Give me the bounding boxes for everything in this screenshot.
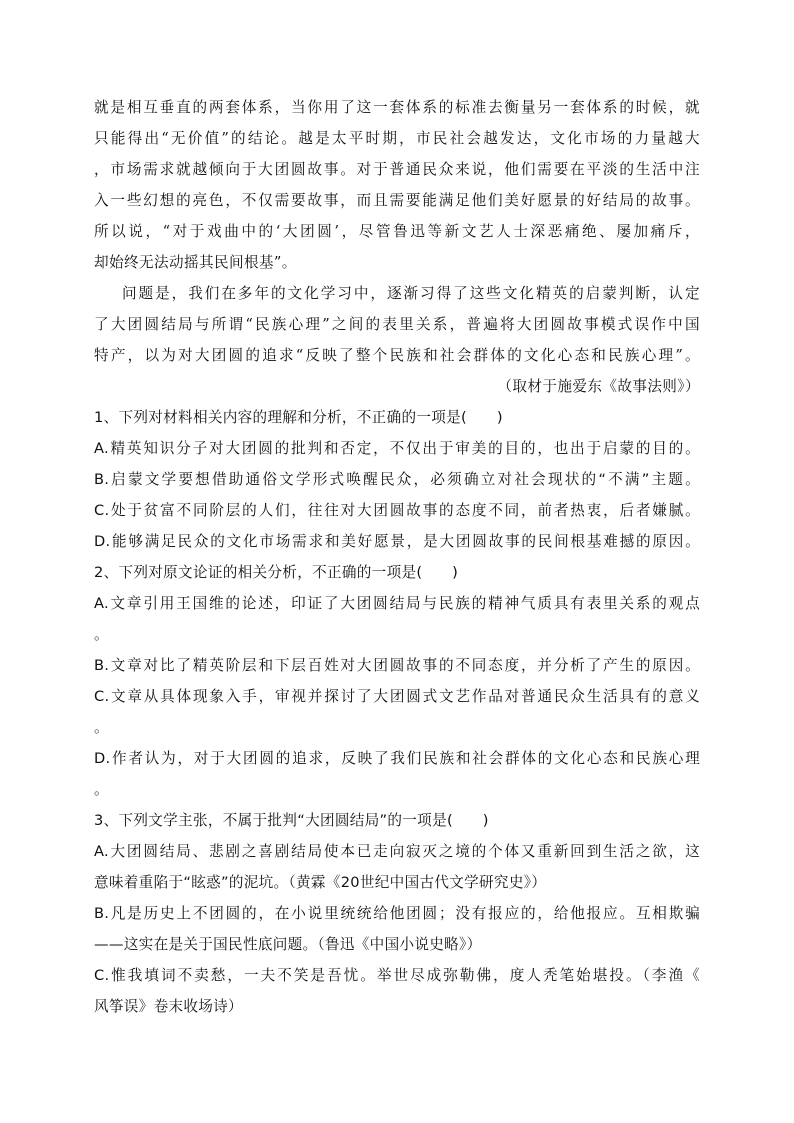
question-3-stem: 3、下列文学主张，不属于批判“大团圆结局”的一项是( ): [94, 812, 489, 829]
question-3-option-b-continued: ——这实在是关于国民性底问题。（鲁迅《中国小说史略》）: [94, 936, 482, 953]
passage-line: 就是相互垂直的两套体系，当你用了这一套体系的标准去衡量另一套体系的时候，就: [94, 99, 700, 116]
question-2-option-a-continued: 。: [94, 626, 109, 643]
passage-line: 只能得出“无价值”的结论。越是太平时期，市民社会越发达，文化市场的力量越大: [94, 130, 700, 147]
question-2-option-d-continued: 。: [94, 781, 109, 798]
question-1-option-d: D.能够满足民众的文化市场需求和美好愿景，是大团圆故事的民间根基难撼的原因。: [94, 533, 700, 550]
question-3-option-a: A.大团圆结局、悲剧之喜剧结局使本已走向寂灭之境的个体又重新回到生活之欲，这: [94, 843, 700, 860]
passage-line: 所以说，“对于戏曲中的‘大团圆’，尽管鲁迅等新文艺人士深恶痛绝、屡加痛斥，: [94, 223, 700, 240]
passage-line: 特产，以为对大团圆的追求“反映了整个民族和社会群体的文化心态和民族心理”。: [94, 347, 700, 364]
question-1-stem: 1、下列对材料相关内容的理解和分析，不正确的一项是( ): [94, 409, 503, 426]
question-3-option-a-continued: 意味着重陷于“眩惑”的泥坑。（黄霖《20世纪中国古代文学研究史》）: [94, 874, 547, 891]
passage-line: 了大团圆结局与所谓“民族心理”之间的表里关系，普遍将大团圆故事模式误作中国: [94, 316, 700, 333]
question-3-option-c: C.惟我填词不卖愁，一夫不笑是吾忧。举世尽成弥勒佛，度人秃笔始堪投。（李渔《: [94, 967, 700, 984]
question-2-option-d: D.作者认为，对于大团圆的追求，反映了我们民族和社会群体的文化心态和民族心理: [94, 750, 700, 767]
question-2-option-a: A.文章引用王国维的论述，印证了大团圆结局与民族的精神气质具有表里关系的观点: [94, 595, 700, 612]
question-2-option-b: B.文章对比了精英阶层和下层百姓对大团圆故事的不同态度，并分析了产生的原因。: [94, 657, 700, 674]
question-1-option-a: A.精英知识分子对大团圆的批判和否定，不仅出于审美的目的，也出于启蒙的目的。: [94, 440, 700, 457]
question-2-option-c: C.文章从具体现象入手，审视并探讨了大团圆式文艺作品对普通民众生活具有的意义: [94, 688, 700, 705]
passage-line: 却始终无法动摇其民间根基”。: [94, 254, 297, 271]
question-3-option-c-continued: 风筝误》卷末收场诗）: [94, 998, 243, 1015]
passage-line: 问题是，我们在多年的文化学习中，逐渐习得了这些文化精英的启蒙判断，认定: [122, 285, 700, 302]
passage-source: （取材于施爱东《故事法则》）: [497, 378, 700, 395]
question-2-option-c-continued: 。: [94, 719, 109, 736]
question-1-option-b: B.启蒙文学要想借助通俗文学形式唤醒民众，必须确立对社会现状的“不满”主题。: [94, 471, 700, 488]
question-2-stem: 2、下列对原文论证的相关分析，不正确的一项是( ): [94, 564, 459, 581]
question-3-option-b: B.凡是历史上不团圆的，在小说里统统给他团圆；没有报应的，给他报应。互相欺骗: [94, 905, 700, 922]
passage-line: ，市场需求就越倾向于大团圆故事。对于普通民众来说，他们需要在平淡的生活中注: [94, 161, 700, 178]
question-1-option-c: C.处于贫富不同阶层的人们，往往对大团圆故事的态度不同，前者热衷，后者嫌腻。: [94, 502, 700, 519]
passage-line: 入一些幻想的亮色，不仅需要故事，而且需要能满足他们美好愿景的好结局的故事。: [94, 192, 700, 209]
